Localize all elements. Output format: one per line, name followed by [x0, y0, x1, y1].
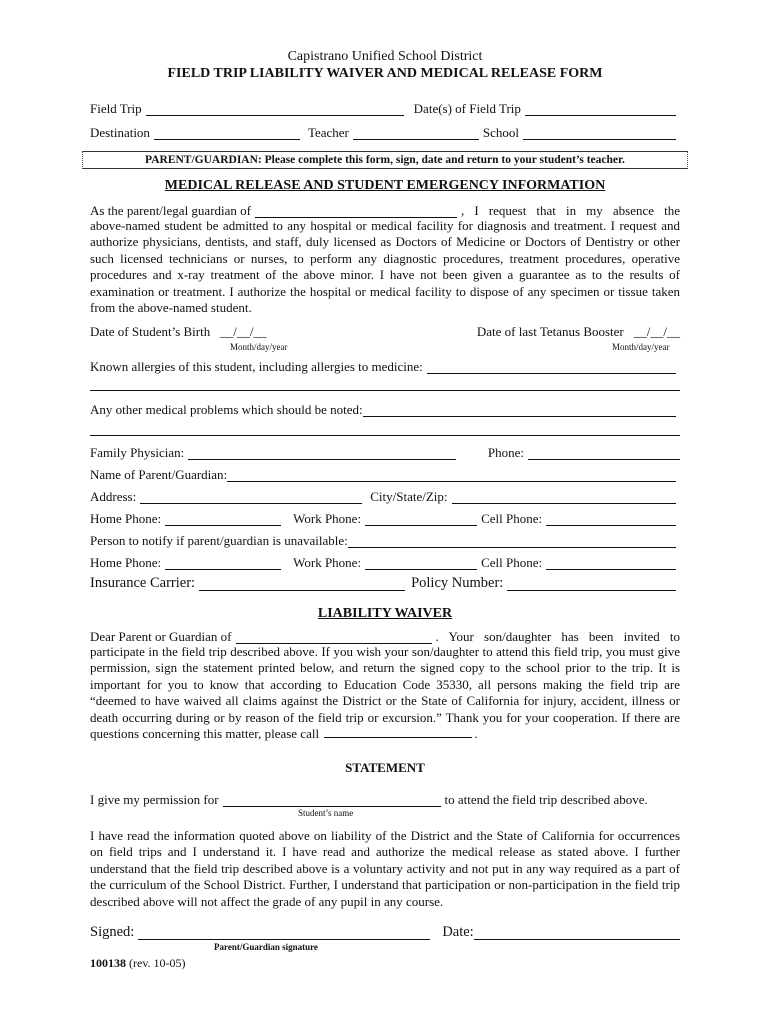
allergies-row	[90, 359, 680, 374]
date-label: Date:	[442, 924, 474, 940]
notify-home-phone-label: Home Phone:	[90, 555, 162, 570]
student-name-hint: Student’s name	[298, 808, 354, 818]
address-label: Address:	[90, 489, 137, 504]
insurance-row	[90, 576, 680, 591]
permission-end: to attend the field trip described above.	[444, 792, 648, 807]
medical-problems-label: Any other medical problems which should be noted:	[90, 402, 363, 417]
parent-name-label: Name of Parent/Guardian:	[90, 467, 228, 482]
physician-row	[90, 445, 680, 460]
statement-body: I have read the information quoted above on liability of the District and the State of California for occurrences on field trips and I understand it. I have read and authorize the medical release as stated above. I further understand that the field trip described above is a voluntary activity and not put in any way required as a part of the curriculum of the School District. Further, I understand that participation or non-participation in the field trip described above will not affect the grade of any pupil in any course.	[90, 828, 680, 909]
teacher-label: Teacher	[307, 125, 349, 140]
address-row	[90, 489, 680, 504]
address-input[interactable]	[140, 492, 362, 504]
field-trip-input[interactable]	[146, 104, 404, 116]
trip-row-1	[90, 101, 680, 116]
signature-input[interactable]	[138, 928, 430, 940]
waiver-heading: LIABILITY WAIVER	[317, 606, 453, 621]
tetanus-label: Date of last Tetanus Booster	[476, 324, 624, 339]
physician-phone-label: Phone:	[487, 445, 524, 460]
parent-name-row	[90, 467, 680, 482]
waiver-body	[90, 644, 680, 742]
statement-heading: STATEMENT	[345, 760, 425, 775]
form-number	[90, 956, 186, 971]
phones-row-2	[90, 555, 680, 570]
phones-row-1	[90, 511, 680, 526]
signature-row	[90, 925, 680, 940]
policy-label: Policy Number:	[411, 575, 504, 591]
cell-phone-label: Cell Phone:	[481, 511, 543, 526]
insurance-input[interactable]	[199, 579, 405, 591]
permission-student-input[interactable]	[223, 795, 441, 807]
parent-name-input[interactable]	[227, 470, 676, 482]
school-label: School	[482, 125, 520, 140]
physician-phone-input[interactable]	[528, 448, 680, 460]
work-phone-label: Work Phone:	[293, 511, 362, 526]
notify-cell-phone-input[interactable]	[546, 558, 676, 570]
form-number-id: 100138	[90, 956, 126, 970]
instruction-banner: PARENT/GUARDIAN: Please complete this form, sign, date and return to your student’s teacher.	[82, 151, 688, 169]
form-title: FIELD TRIP LIABILITY WAIVER AND MEDICAL RELEASE FORM	[167, 66, 603, 81]
medical-intro-start: As the parent/legal guardian of	[90, 203, 251, 218]
form-revision: (rev. 10-05)	[129, 956, 186, 970]
notify-cell-phone-label: Cell Phone:	[481, 555, 543, 570]
birth-date-hint: Month/day/year	[230, 342, 288, 352]
medical-problems-input[interactable]	[363, 405, 676, 417]
signature-hint: Parent/Guardian signature	[214, 942, 318, 952]
medical-problems-row	[90, 402, 680, 417]
student-name-input[interactable]	[255, 206, 457, 218]
home-phone-label: Home Phone:	[90, 511, 162, 526]
permission-row	[90, 792, 680, 807]
insurance-label: Insurance Carrier:	[90, 575, 196, 591]
waiver-body-text: participate in the field trip described above. If you wish your son/daughter to attend this field trip, you must give permission, sign the statement printed below, and return the signed copy to the school prior to the trip. It is important for you to know that according to Education Code 35330, all persons making the field trip are “deemed to have waived all claims against the District or the State of California for injury, accident, illness or death occurring during or by reason of the field trip or excursion.” Thank you for your cooperation. If there are questions concerning this matter, please call	[90, 644, 680, 742]
destination-label: Destination	[90, 125, 150, 140]
signature-date-input[interactable]	[474, 928, 680, 940]
medical-intro-end: , I request that in my absence the	[461, 203, 680, 218]
allergies-label: Known allergies of this student, including allergies to medicine:	[90, 359, 423, 374]
allergies-input[interactable]	[427, 362, 676, 374]
dates-row	[90, 324, 680, 339]
family-physician-label: Family Physician:	[90, 445, 185, 460]
notify-work-phone-input[interactable]	[365, 558, 477, 570]
trip-row-2	[90, 125, 680, 140]
home-phone-input[interactable]	[165, 514, 281, 526]
contact-phone-input[interactable]	[324, 726, 472, 738]
tetanus-date-hint: Month/day/year	[612, 342, 670, 352]
district-name: Capistrano Unified School District	[287, 49, 483, 64]
waiver-body-end: .	[474, 726, 478, 742]
city-state-zip-label: City/State/Zip:	[370, 489, 448, 504]
notify-row	[90, 533, 680, 548]
tetanus-date-input[interactable]: __/__/__	[633, 324, 680, 339]
work-phone-input[interactable]	[365, 514, 477, 526]
notify-input[interactable]	[348, 536, 676, 548]
waiver-dear: Dear Parent or Guardian of	[90, 629, 232, 644]
notify-work-phone-label: Work Phone:	[293, 555, 362, 570]
birth-date-input[interactable]: __/__/__	[220, 324, 267, 339]
trip-dates-input[interactable]	[525, 104, 676, 116]
city-state-zip-input[interactable]	[452, 492, 677, 504]
medical-problems-input-line-2[interactable]	[90, 434, 680, 436]
policy-input[interactable]	[507, 579, 676, 591]
birth-date-label: Date of Student’s Birth	[90, 324, 211, 339]
cell-phone-input[interactable]	[546, 514, 676, 526]
family-physician-input[interactable]	[188, 448, 456, 460]
waiver-intro	[90, 629, 680, 644]
waiver-dear-end: . Your son/daughter has been invited to	[435, 629, 680, 644]
teacher-input[interactable]	[353, 128, 479, 140]
medical-heading: MEDICAL RELEASE AND STUDENT EMERGENCY INFORMATION	[164, 178, 606, 193]
notify-home-phone-input[interactable]	[165, 558, 281, 570]
medical-intro	[90, 203, 680, 218]
field-trip-label: Field Trip	[90, 101, 142, 116]
trip-dates-label: Date(s) of Field Trip	[413, 101, 521, 116]
waiver-student-input[interactable]	[236, 632, 432, 644]
medical-body: above-named student be admitted to any hospital or medical facility for diagnosis and treatment. I request and authorize physicians, dentists, and staff, duly licensed as Doctors of Medicine or Doctors of Dentistry or other such licensed technicians or nurses, to perform any diagnostic procedures, treatment procedures, operative procedures and x-ray treatment of the above minor. I have not been given a guarantee as to the results of examination or treatment. I authorize the hospital or medical facility to dispose of any specimen or tissue taken from the above-named student.	[90, 218, 680, 316]
signed-label: Signed:	[90, 924, 135, 940]
allergies-input-line-2[interactable]	[90, 389, 680, 391]
notify-label: Person to notify if parent/guardian is unavailable:	[90, 533, 348, 548]
school-input[interactable]	[523, 128, 676, 140]
destination-input[interactable]	[154, 128, 300, 140]
permission-start: I give my permission for	[90, 792, 219, 807]
